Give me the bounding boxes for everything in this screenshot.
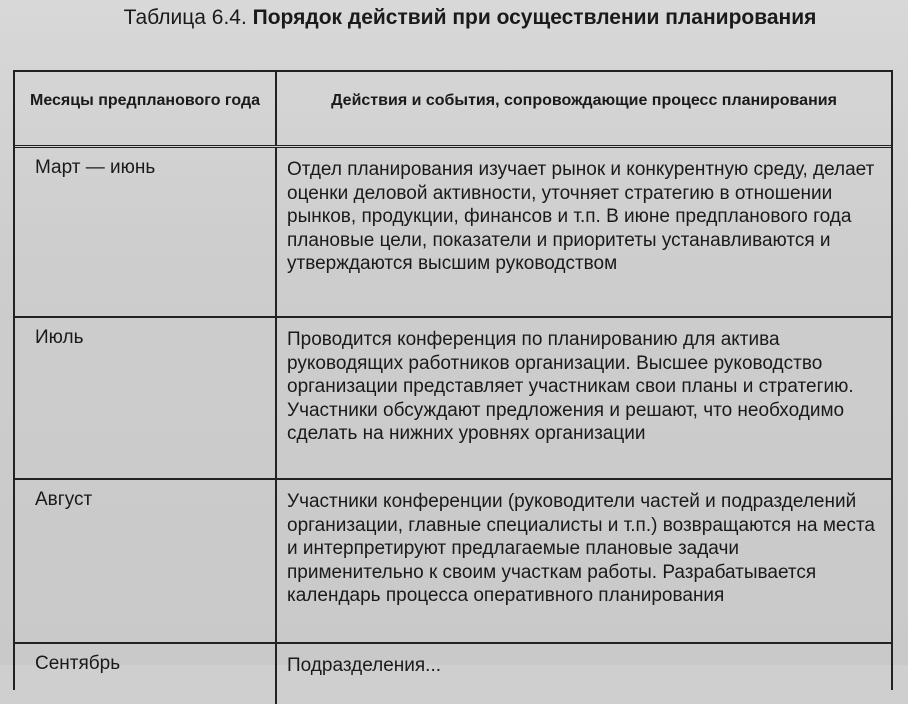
- table-number: Таблица 6.4.: [123, 6, 247, 29]
- table-caption: [120, 4, 820, 31]
- row-description: Подразделения...: [287, 655, 442, 676]
- header-actions: Действия и события, сопровождающие процесс планирования: [331, 92, 837, 109]
- row-month: Август: [15, 480, 277, 642]
- table-row: [15, 480, 891, 644]
- row-month: Июль: [15, 318, 277, 478]
- table-row: [15, 148, 891, 318]
- planning-table: [13, 70, 893, 690]
- row-description: Отдел планирования изучает рынок и конкурентную среду, делает оценки деловой активности, уточняет стратегию в отношении рынков, продукции, финансов и т.п. В июне предпланового года плановые цели, показатели и приоритеты устанавливаются и утверждаются высшим руководством: [287, 159, 875, 275]
- row-description: Проводится конференция по планированию для актива руководящих работников организации. Высшее руководство организации представляет участникам свои планы и стратегию. Участники обсуждают предложения и решают, что необходимо сделать на нижних уровнях организации: [287, 329, 854, 445]
- table-row: [15, 644, 891, 704]
- table-title: Порядок действий при осуществлении планирования: [252, 6, 817, 29]
- table-row: [15, 318, 891, 480]
- table-header-row: [15, 72, 891, 148]
- row-description: Участники конференции (руководители частей и подразделений организации, главные специалисты и т.п.) возвращаются на места и интерпретируют предлагаемые плановые задачи применительно к своим участкам работы. Разрабатывается календарь процесса оперативного планирования: [287, 491, 875, 607]
- row-month: Сентябрь: [15, 644, 277, 704]
- row-month: Март — июнь: [15, 148, 277, 316]
- header-months: Месяцы предпланового года: [15, 72, 277, 145]
